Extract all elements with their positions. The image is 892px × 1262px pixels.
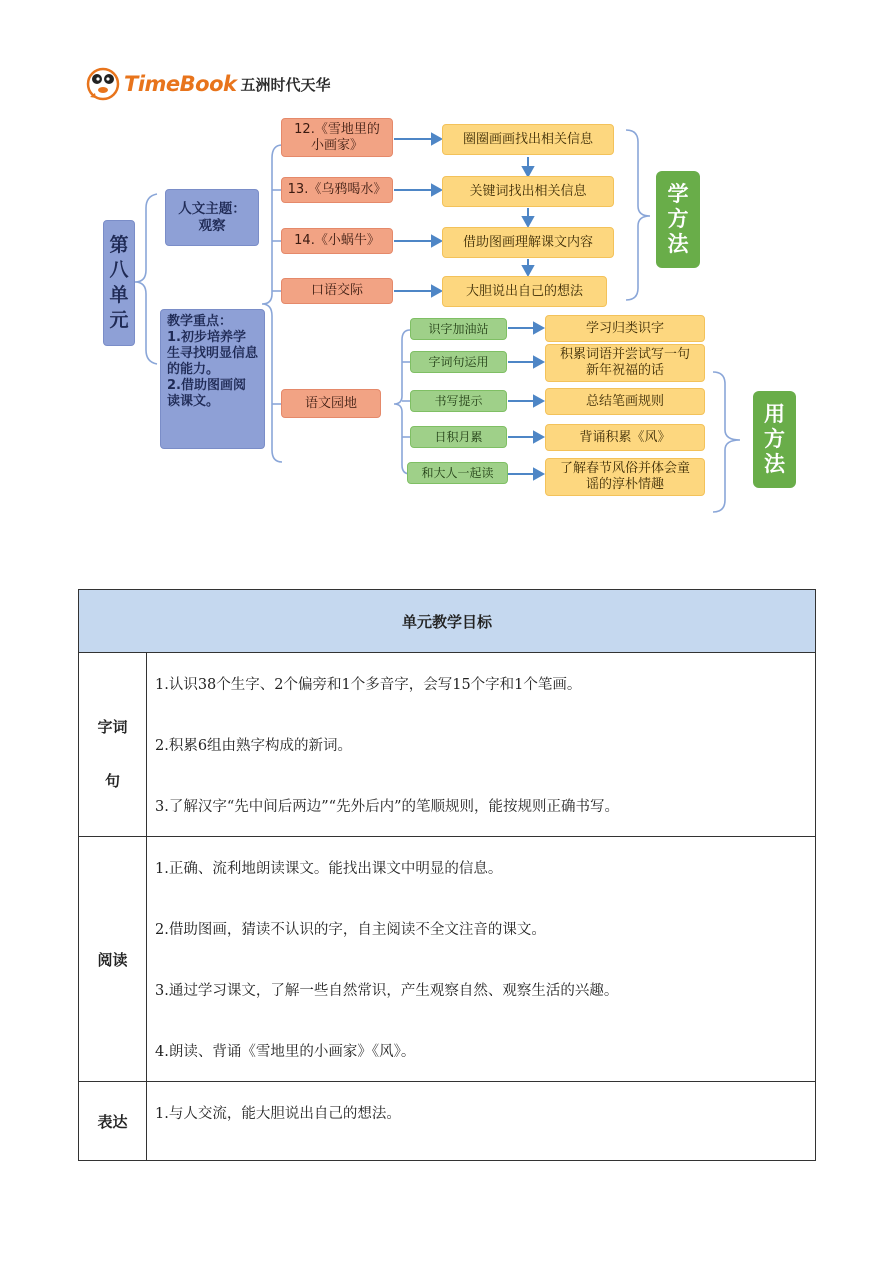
lesson-method-box [442, 124, 614, 155]
use-char: 法 [764, 452, 785, 476]
garden-method: 背诵积累《风》 [579, 429, 671, 445]
garden-item [410, 318, 507, 340]
lesson-box [281, 177, 393, 203]
table-header-row [79, 590, 816, 653]
learn-method-label [656, 171, 700, 268]
logo-chinese: 五洲时代天华 [240, 75, 331, 94]
goal-item: 3.通过学习课文，了解一些自然常识，产生观察自然、观察生活的兴趣。 [155, 983, 619, 999]
learn-char: 法 [667, 232, 689, 256]
garden-method-box [545, 315, 705, 342]
garden-box [281, 389, 381, 418]
goal-item: 1.与人交流，能大胆说出自己的想法。 [155, 1105, 401, 1122]
lesson-title: 14.《小蜗牛》 [294, 233, 380, 248]
unit-title [103, 220, 135, 346]
goal-item: 3.了解汉字“先中间后两边”“先外后内”的笔顺规则，能按规则正确书写。 [155, 799, 619, 815]
category-label: 表达 [97, 1112, 128, 1131]
garden-method-box [545, 424, 705, 451]
lesson-method-box [442, 227, 614, 258]
goals-table [78, 589, 816, 1161]
garden-item [407, 462, 508, 484]
garden-item-label: 识字加油站 [428, 322, 489, 336]
category-label: 字词 句 [97, 717, 128, 790]
garden-title: 语文园地 [304, 395, 357, 411]
garden-item-label: 书写提示 [434, 394, 483, 408]
lesson-method: 圈圈画画找出相关信息 [462, 131, 593, 147]
lesson-box [281, 228, 393, 254]
garden-method-box [545, 344, 705, 382]
use-method-label [753, 391, 796, 488]
lesson-title: 13.《乌鸦喝水》 [287, 182, 387, 197]
garden-method-box [545, 458, 705, 496]
lesson-box [281, 278, 393, 304]
table-row [79, 653, 816, 837]
focus-box [160, 309, 265, 449]
garden-item-label: 日积月累 [434, 430, 483, 444]
unit-char: 元 [109, 309, 129, 331]
lesson-method: 借助图画理解课文内容 [462, 234, 593, 250]
goals-cell [147, 837, 816, 1082]
garden-method: 积累词语并尝试写一句新年祝福的话 [560, 347, 691, 378]
theme-text: 人文主题： 观察 [178, 200, 246, 234]
lesson-title: 口语交际 [310, 283, 363, 298]
logo-brand: TimeBook [124, 72, 237, 96]
goal-item: 2.积累6组由熟字构成的新词。 [155, 738, 353, 754]
lesson-method-box [442, 176, 614, 207]
garden-method: 总结笔画规则 [585, 393, 664, 409]
garden-item [410, 426, 507, 448]
garden-item-label: 和大人一起读 [421, 466, 494, 480]
goal-item: 1.认识38个生字、2个偏旁和1个多音字，会写15个字和1个笔画。 [155, 677, 582, 693]
unit-char: 单 [109, 284, 129, 306]
garden-method: 了解春节风俗并体会童谣的淳朴情趣 [560, 461, 691, 492]
table-title: 单元教学目标 [79, 590, 816, 653]
garden-item-label: 字词句运用 [428, 355, 489, 369]
use-char: 用 [764, 402, 785, 426]
unit-char: 八 [109, 259, 129, 281]
lesson-method: 大胆说出自己的想法 [465, 283, 583, 299]
focus-text: 教学重点： 1.初步培养学生寻找明显信息的能力。 2.借助图画阅读课文。 [167, 314, 259, 409]
goal-item: 2.借助图画，猜读不认识的字，自主阅读不全文注音的课文。 [155, 922, 546, 938]
category-cell [79, 653, 147, 837]
lesson-box [281, 118, 393, 157]
use-char: 方 [764, 427, 785, 451]
goal-item: 1.正确、流利地朗读课文。能找出课文中明显的信息。 [155, 861, 503, 877]
goals-cell [147, 653, 816, 837]
category-cell [79, 1082, 147, 1161]
theme-box [165, 189, 259, 246]
table-row [79, 1082, 816, 1161]
goals-cell [147, 1082, 816, 1161]
learn-char: 方 [667, 207, 689, 231]
table-row [79, 837, 816, 1082]
lesson-title: 12.《雪地里的小画家》 [294, 121, 380, 153]
unit-char: 第 [109, 234, 129, 256]
category-label: 阅读 [97, 950, 128, 969]
garden-item [410, 390, 507, 412]
goal-item: 4.朗读、背诵《雪地里的小画家》《风》。 [155, 1044, 416, 1060]
garden-method-box [545, 388, 705, 415]
learn-char: 学 [667, 182, 689, 206]
garden-method: 学习归类识字 [585, 320, 664, 336]
garden-item [410, 351, 507, 373]
category-cell [79, 837, 147, 1082]
lesson-method-box [442, 276, 607, 307]
lesson-method: 关键词找出相关信息 [469, 183, 587, 199]
